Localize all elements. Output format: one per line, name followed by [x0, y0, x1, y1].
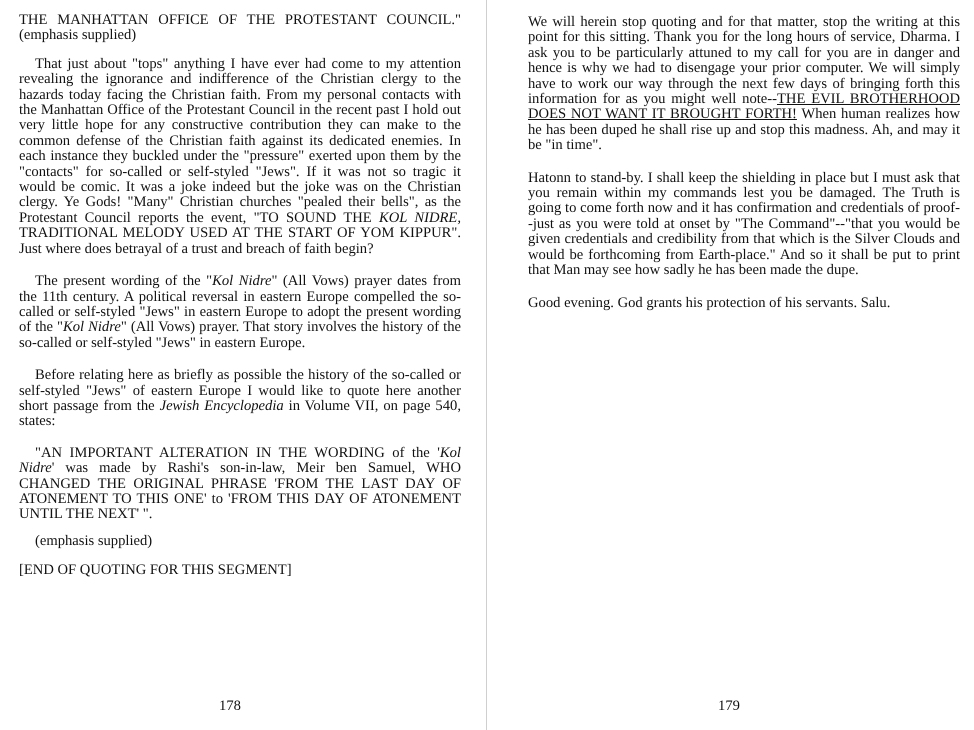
page-number-right: 179	[718, 698, 740, 714]
left-paragraph-1	[19, 57, 461, 257]
left-heading: THE MANHATTAN OFFICE OF THE PROTESTANT COUNCIL." (emphasis supplied)	[19, 12, 461, 44]
encyclopedia-quote	[19, 446, 461, 523]
kol-nidre-emphasis: Kol Nidre	[19, 444, 461, 477]
right-paragraph-1	[528, 15, 960, 154]
left-paragraph-1-tail: TRADITIONAL MELODY USED AT THE START OF YOM KIPPUR". Just where does betrayal of a trust and breach of faith begin?	[19, 225, 461, 257]
kol-nidre-emphasis: Kol Nidre	[212, 273, 272, 290]
kol-nidre-emphasis: Kol Nidre	[63, 319, 121, 336]
emphasis-note: (emphasis supplied)	[35, 532, 153, 549]
quote-part-b: ' was made by Rashi's son-in-law, Meir ben Samuel, WHO CHANGED THE ORIGINAL PHRASE 'FROM THE LAST DAY OF ATONEMENT TO THIS ONE' to 'FROM THIS DAY OF ATONEMENT UNTIL THE NEXT' ".	[19, 460, 461, 523]
left-paragraph-2-part-b: " (All Vows) prayer dates from the 11th century. A political reversal in eastern Europe compelled the so-called or self-styled "Jews" in eastern Europe to adopt the present wording of the "	[19, 273, 461, 336]
left-paragraph-2	[19, 274, 461, 351]
right-paragraph-3: Good evening. God grants his protection of his servants. Salu.	[528, 294, 891, 311]
underlined-warning: THE EVIL BROTHERHOOD DOES NOT WANT IT BROUGHT FORTH!	[528, 91, 960, 123]
right-paragraph-1-part-a: We will herein stop quoting and for that matter, stop the writing at this point for this sitting. Thank you for the long hours of service, Dharma. I ask you to be particularly attuned to my call for you are in danger and hence is why we had to disengage your prior computer. We will simply have to work our way through the next few days of bringing forth this information for as you might well note--	[528, 14, 960, 108]
left-paragraph-3-part-a: Before relating here as briefly as possible the history of the so-called or self-styled "Jews" of eastern Europe I would like to quote here another short passage from the	[19, 367, 461, 414]
right-page	[487, 0, 974, 730]
left-paragraph-2-part-a: The present wording of the "	[35, 273, 213, 290]
right-paragraph-1-part-b: When human realizes how he has been duped he shall rise up and stop this madness. Ah, and may it be "in time".	[528, 106, 960, 154]
encyclopedia-title: Jewish Encyclopedia	[159, 397, 284, 414]
quote-part-a: "AN IMPORTANT ALTERATION IN THE WORDING of the '	[35, 444, 440, 461]
left-paragraph-1-text: That just about "tops" anything I have ever had come to my attention revealing the ignorance and indifference of the Christian clergy to the hazards today facing the Christian faith. From my personal contacts with the Manhattan Office of the Protestant Council in the recent past I hold out very little hope for any constructive contribution they can make to the common defense of the Christian faith against its dedicated enemies. In each instance they buckled under the "pressure" exerted upon them by the "contacts" for so-called or self-styled "Jews". If it was not so tragic it would be comic. It was a joke indeed but the joke was on the Christian clergy. Ye Gods! "Many" Christian churches "pealed their bells", as the Protestant Council reports the event, "TO SOUND THE	[19, 55, 461, 226]
kol-nidre-emphasis: KOL NIDRE,	[378, 209, 461, 226]
end-of-quoting-note: [END OF QUOTING FOR THIS SEGMENT]	[19, 562, 292, 579]
right-paragraph-2: Hatonn to stand-by. I shall keep the shielding in place but I must ask that you remain within my commands lest you be damaged. The Truth is going to come forth now and it has confirmation and credentials of proof--just as you were told at onset by "The Command"--"that you would be given credentials and credibility from that which is the Silver Clouds and would be forthcoming from Earth-place." And so it shall be put to print that Man may see how sadly he has been made the dupe.	[528, 169, 960, 279]
left-paragraph-2-part-c: " (All Vows) prayer. That story involves the history of the so-called or self-styled "Jews" in eastern Europe.	[19, 319, 461, 351]
left-paragraph-3	[19, 368, 461, 430]
page-number-left: 178	[219, 698, 241, 714]
left-paragraph-3-part-b: in Volume VII, on page 540, states:	[19, 397, 461, 430]
